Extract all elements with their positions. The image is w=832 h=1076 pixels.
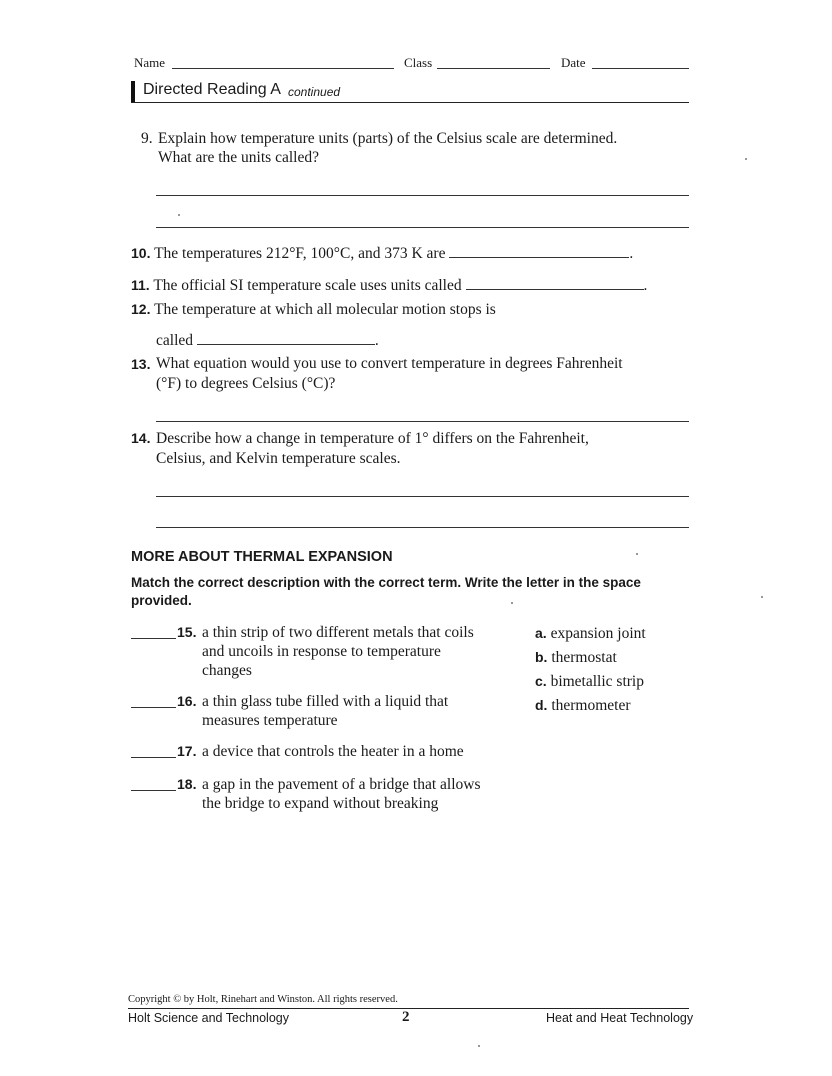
term-text: bimetallic strip — [550, 673, 644, 690]
class-label: Class — [404, 55, 433, 70]
term-letter: b. — [535, 649, 548, 665]
answer-line[interactable] — [156, 227, 689, 228]
item-number: 15. — [177, 624, 197, 640]
question-text: What equation would you use to convert temperature in degrees Fahrenheit — [156, 355, 623, 372]
question-number: 9. — [141, 130, 153, 147]
class-field[interactable] — [437, 68, 550, 69]
scan-speck — [478, 1045, 480, 1047]
question-number: 14. — [131, 430, 151, 446]
item-text: and uncoils in response to temperature — [202, 643, 441, 660]
item-text: a device that controls the heater in a home — [202, 743, 464, 760]
question-text: Explain how temperature units (parts) of the Celsius scale are determined. — [158, 130, 618, 147]
term-item — [535, 623, 646, 644]
section-instruction: Match the correct description with the correct term. Write the letter in the space provided. — [131, 575, 641, 608]
item-text: a thin strip of two different metals that coils — [202, 624, 474, 641]
answer-line[interactable] — [156, 527, 689, 528]
question-number: 11. — [131, 277, 150, 293]
answer-blank[interactable] — [466, 289, 644, 290]
name-label: Name — [134, 55, 166, 70]
term-text: expansion joint — [550, 625, 646, 642]
scan-speck — [511, 602, 513, 604]
date-label: Date — [561, 55, 586, 70]
question-text: called — [156, 332, 194, 349]
question-text: What are the units called? — [158, 149, 319, 166]
term-letter: d. — [535, 697, 548, 713]
answer-blank[interactable] — [131, 707, 176, 708]
scan-speck — [745, 158, 747, 160]
term-letter: c. — [535, 673, 547, 689]
answer-blank[interactable] — [131, 757, 176, 758]
footer-left: Holt Science and Technology — [128, 1011, 289, 1025]
item-number: 18. — [177, 776, 197, 792]
scan-speck — [636, 553, 638, 555]
scan-speck — [178, 214, 180, 216]
item-number: 16. — [177, 693, 197, 709]
page-number: 2 — [402, 1009, 410, 1025]
answer-blank[interactable] — [131, 638, 176, 639]
question-text: The temperature at which all molecular motion stops is — [154, 301, 496, 318]
question-10: 10. The temperatures 212°F, 100°C, and 373 K are . — [131, 245, 634, 262]
name-field[interactable] — [172, 68, 394, 69]
answer-line[interactable] — [156, 421, 689, 422]
question-text: Celsius, and Kelvin temperature scales. — [156, 450, 401, 467]
answer-line[interactable] — [156, 195, 689, 196]
question-text: Describe how a change in temperature of 1° differs on the Fahrenheit, — [156, 430, 589, 447]
item-text: measures temperature — [202, 712, 338, 729]
answer-blank[interactable] — [197, 344, 375, 345]
term-text: thermometer — [551, 697, 631, 714]
section-suffix: continued — [288, 85, 341, 99]
term-item — [535, 671, 644, 692]
term-letter: a. — [535, 625, 547, 641]
term-item — [535, 647, 617, 668]
item-text: a gap in the pavement of a bridge that allows — [202, 776, 481, 793]
answer-blank[interactable] — [131, 790, 176, 791]
section-bar — [131, 81, 135, 103]
item-text: changes — [202, 662, 252, 679]
question-11: 11. The official SI temperature scale uses units called . — [131, 277, 648, 294]
answer-line[interactable] — [156, 496, 689, 497]
question-text: The official SI temperature scale uses units called — [153, 277, 462, 294]
section-heading: MORE ABOUT THERMAL EXPANSION — [131, 549, 393, 565]
section-title: Directed Reading A — [143, 81, 281, 98]
term-text: thermostat — [551, 649, 617, 666]
question-number: 13. — [131, 356, 151, 372]
item-number: 17. — [177, 743, 197, 759]
item-text: the bridge to expand without breaking — [202, 795, 439, 812]
question-text: (°F) to degrees Celsius (°C)? — [156, 375, 336, 392]
date-field[interactable] — [592, 68, 689, 69]
scan-speck — [761, 596, 763, 598]
header-rule — [131, 102, 689, 103]
question-number: 10. — [131, 245, 151, 261]
question-text: The temperatures 212°F, 100°C, and 373 K are — [154, 245, 446, 262]
term-item — [535, 695, 631, 716]
answer-blank[interactable] — [449, 257, 629, 258]
footer-right: Heat and Heat Technology — [546, 1011, 694, 1025]
question-number: 12. — [131, 301, 151, 317]
item-text: a thin glass tube filled with a liquid that — [202, 693, 449, 710]
copyright: Copyright © by Holt, Rinehart and Winston. All rights reserved. — [128, 994, 398, 1005]
